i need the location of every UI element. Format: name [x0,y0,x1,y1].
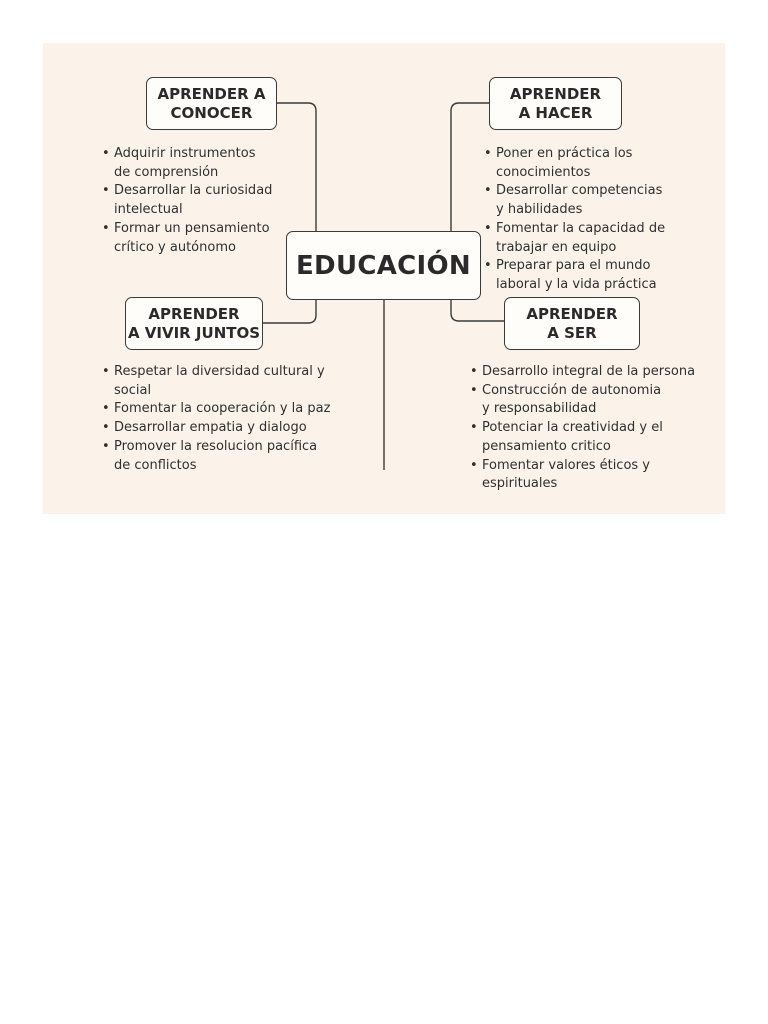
list-item-text: Desarrollar la curiosidad intelectual [114,183,273,218]
list-item-text: Poner en práctica los conocimientos [496,146,633,180]
list-ser [470,363,715,494]
branch-node-ser: APRENDER A SER [504,297,640,350]
list-item [102,363,362,400]
center-node: EDUCACIÓN [286,231,481,300]
list-item [102,145,302,182]
list-item-text: Fomentar valores éticos y espirituales [482,457,651,492]
branch-node-conocer: APRENDER A CONOCER [146,77,277,130]
list-item [470,419,715,456]
list-item [102,220,302,257]
branch-node-vivir-juntos: APRENDER A VIVIR JUNTOS [125,297,263,350]
list-item-text: Promover la resolucion pacífica de conflictos [114,438,318,473]
list-item-text: Respetar la diversidad cultural y social [114,364,325,398]
branch-node-hacer: APRENDER A HACER [489,77,622,130]
list-item-text: Desarrollar competencias y habilidades [496,183,663,218]
list-hacer [484,145,724,295]
list-item-text: Desarrollo integral de la persona [482,364,696,379]
list-item [470,382,715,419]
list-item-text: Formar un pensamiento crítico y autónomo [114,220,270,255]
list-item [102,438,362,475]
list-item [102,182,302,219]
list-item-text: Adquirir instrumentos de comprensión [114,146,256,180]
list-item [102,400,362,419]
list-item [470,457,715,494]
connector-vivir [263,298,316,323]
list-item [484,182,724,219]
list-item-text: Potenciar la creatividad y el pensamiento critico [482,420,663,454]
list-item-text: Fomentar la cooperación y la paz [114,401,331,417]
list-item-text: Construcción de autonomia y responsabilidad [482,382,662,417]
list-item [484,220,724,257]
connector-ser [451,298,504,321]
list-conocer [102,145,302,257]
list-item-text: Preparar para el mundo laboral y la vida práctica [496,258,657,292]
list-item [102,419,362,438]
list-item [484,145,724,182]
list-item [484,257,724,294]
list-item-text: Fomentar la capacidad de trabajar en equipo [496,220,666,255]
list-vivir-juntos [102,363,362,475]
list-item [470,363,715,382]
list-item-text: Desarrollar empatia y dialogo [114,420,307,436]
